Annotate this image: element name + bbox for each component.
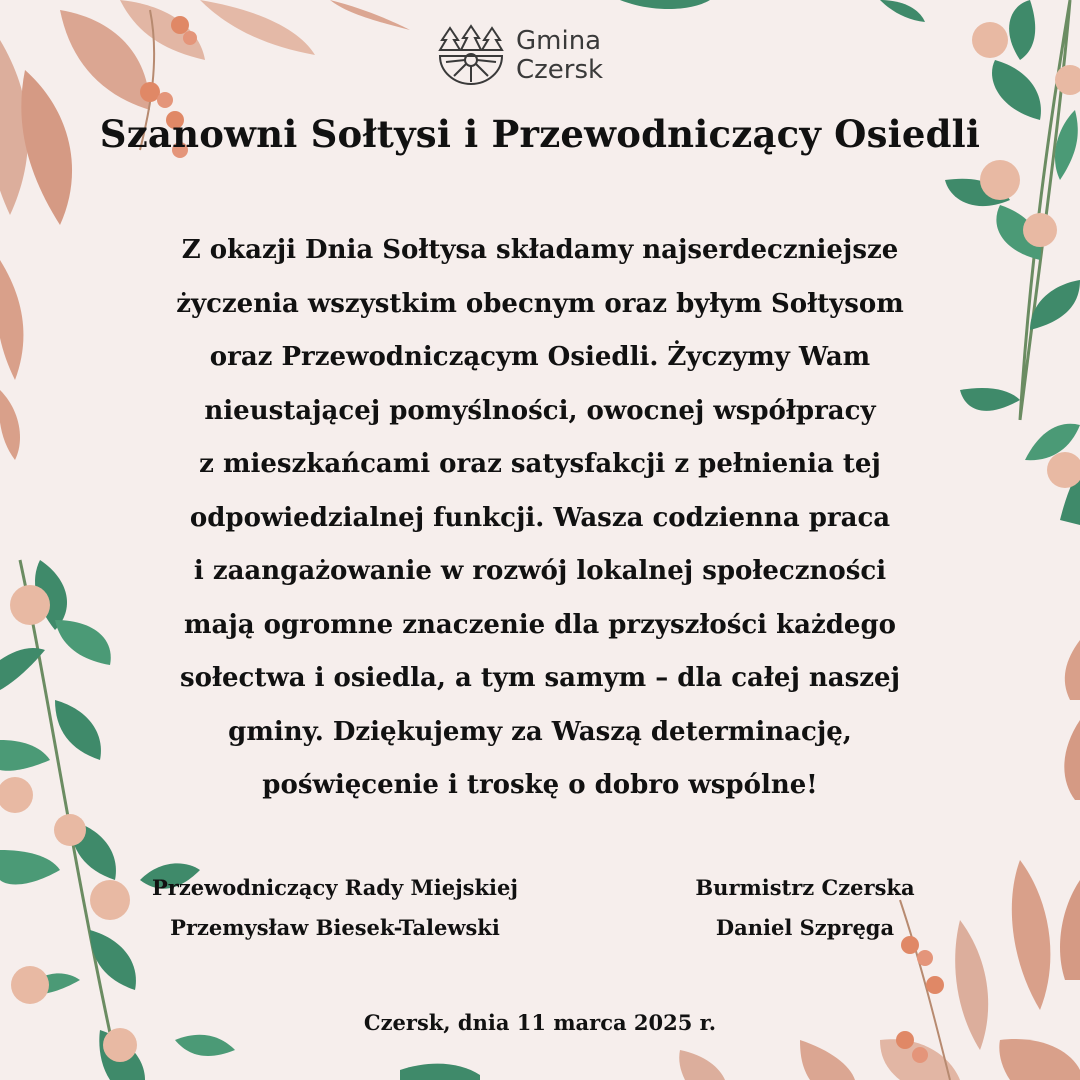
signature-mayor [640,868,970,948]
logo-gmina-czersk [436,24,603,88]
message-line: Z okazji Dnia Sołtysa składamy najserdeczniejsze [181,235,899,265]
signature-name: Przemysław Biesek-Talewski [170,915,500,940]
message-line: mają ogromne znaczenie dla przyszłości każdego [184,609,896,640]
logo-line-2: Czersk [516,55,604,85]
message-line: odpowiedzialnej funkcji. Wasza codzienna praca [189,502,891,533]
signature-role: Przewodniczący Rady Miejskiej [151,875,518,900]
message-line: życzenia wszystkim obecnym oraz byłym Sołtysom [176,288,904,319]
message-line: nieustającej pomyślności, owocnej współpracy [204,395,876,426]
logo-line-1: Gmina [516,26,602,56]
greeting-message [115,224,965,813]
message-line: sołectwa i osiedla, a tym samym – dla całej naszej [179,663,900,693]
date-line: Czersk, dnia 11 marca 2025 r. [363,1010,717,1035]
message-line: z mieszkańcami oraz satysfakcji z pełnienia tej [199,449,881,479]
signature-name: Daniel Szpręga [715,915,895,940]
message-line: gminy. Dziękujemy za Waszą determinację, [228,716,852,747]
signature-role: Burmistrz Czerska [695,875,915,900]
message-line: oraz Przewodniczącym Osiedli. Życzymy Wam [209,342,871,372]
trees-wheel-logo-icon [436,24,506,88]
page-title: Szanowni Sołtysi i Przewodniczący Osiedli [99,112,981,156]
logo-text [516,27,603,85]
message-line: poświęcenie i troskę o dobro wspólne! [262,770,818,800]
message-line: i zaangażowanie w rozwój lokalnej społeczności [193,556,887,586]
signature-council-chairman [100,868,570,948]
